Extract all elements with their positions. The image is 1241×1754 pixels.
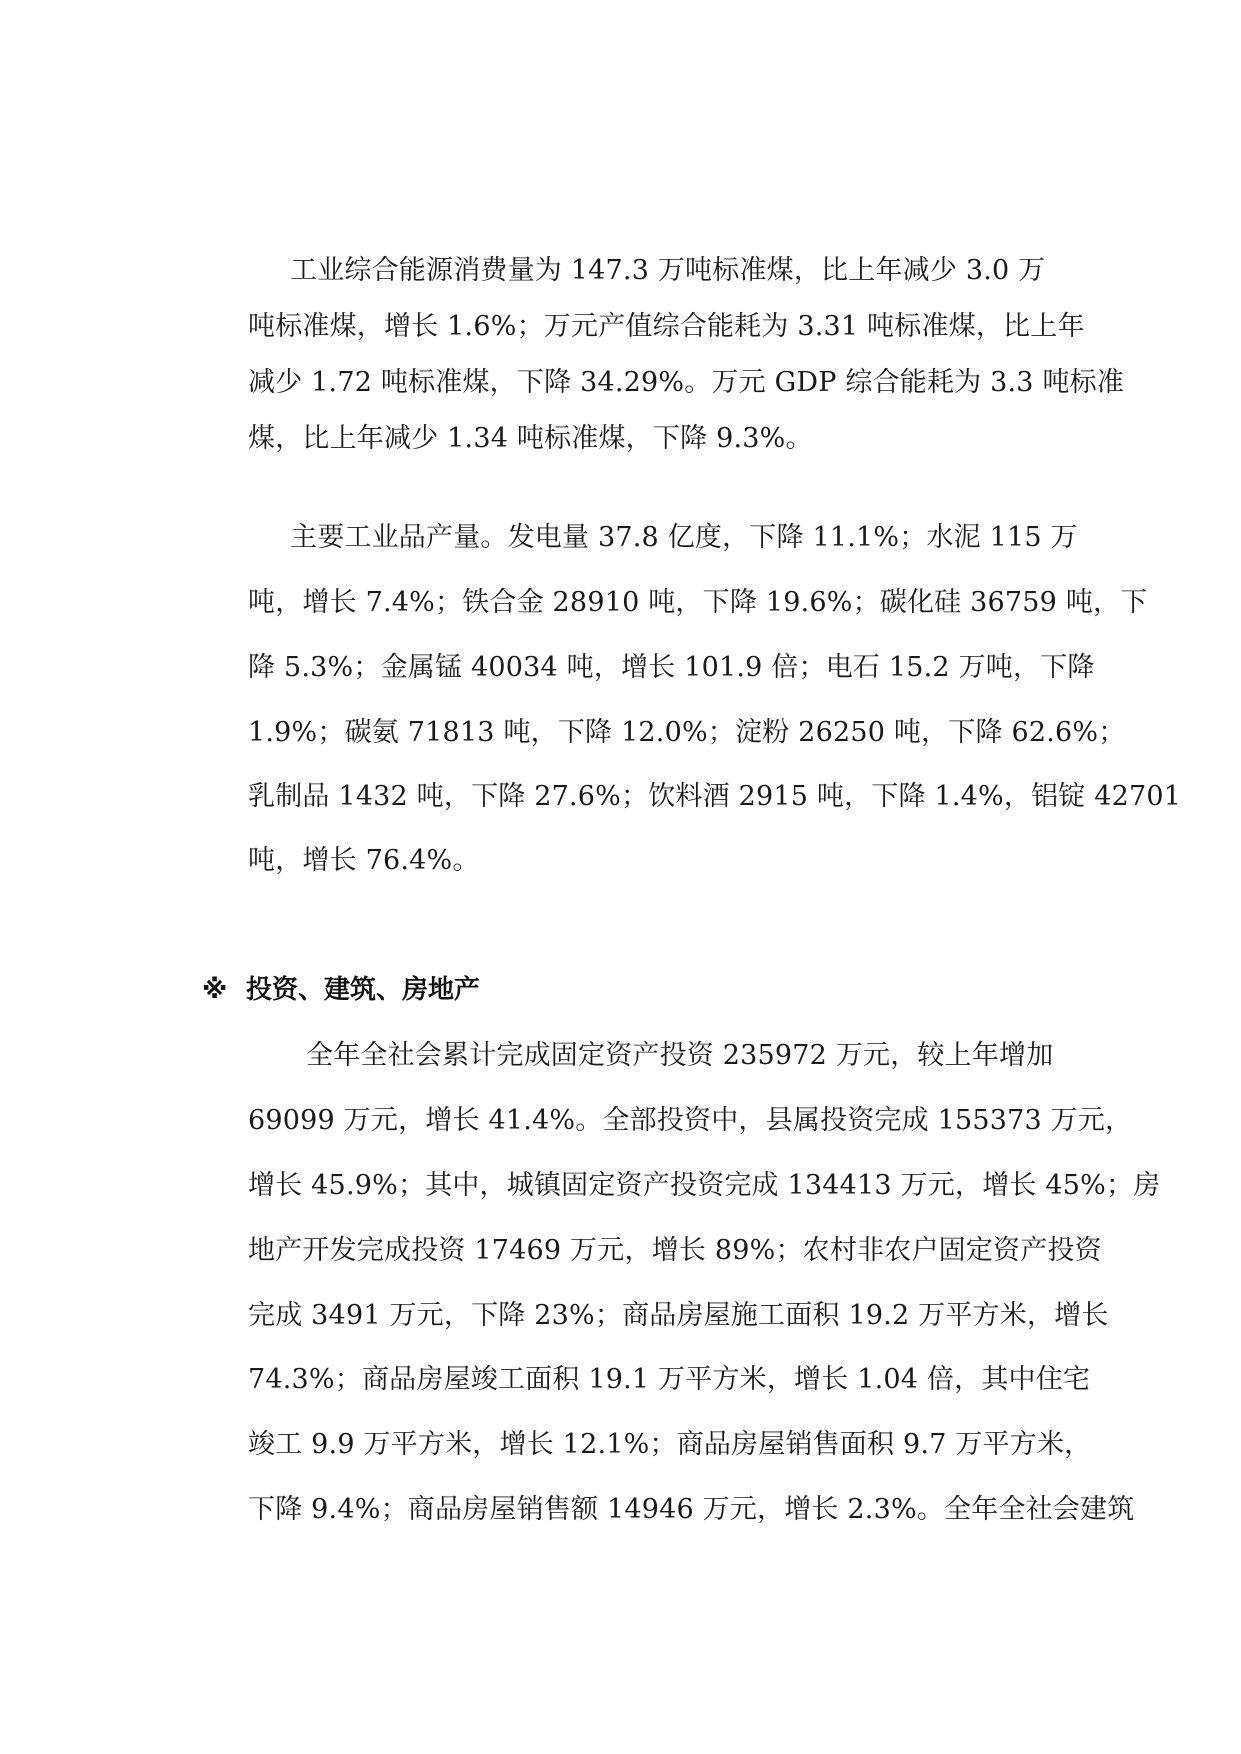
paragraph-line: 下降 9.4%；商品房屋销售额 14946 万元，增长 2.3%。全年全社会建筑 — [248, 1494, 1135, 1525]
paragraph-line: 工业综合能源消费量为 147.3 万吨标准煤，比上年减少 3.0 万 — [290, 255, 1046, 286]
paragraph-line: 煤，比上年减少 1.34 吨标准煤，下降 9.3%。 — [248, 423, 813, 454]
paragraph-line: 地产开发完成投资 17469 万元，增长 89%；农村非农户固定资产投资 — [248, 1235, 1102, 1266]
paragraph-line: 吨标准煤，增长 1.6%；万元产值综合能耗为 3.31 吨标准煤，比上年 — [248, 311, 1085, 342]
paragraph-line: 减少 1.72 吨标准煤，下降 34.29%。万元 GDP 综合能耗为 3.3 吨标准 — [248, 367, 1125, 398]
reference-mark-icon: ※ — [202, 975, 228, 1005]
paragraph-line: 完成 3491 万元，下降 23%；商品房屋施工面积 19.2 万平方米，增长 — [248, 1300, 1109, 1331]
paragraph-line: 竣工 9.9 万平方米，增长 12.1%；商品房屋销售面积 9.7 万平方米， — [248, 1429, 1092, 1460]
section-heading — [202, 972, 480, 1008]
paragraph-line: 69099 万元，增长 41.4%。全部投资中，县属投资完成 155373 万元， — [248, 1105, 1133, 1136]
paragraph-line: 全年全社会累计完成固定资产投资 235972 万元，较上年增加 — [306, 1040, 1054, 1071]
paragraph-line: 乳制品 1432 吨，下降 27.6%；饮料酒 2915 吨，下降 1.4%，铝锭 42701 — [248, 781, 1182, 812]
paragraph-line: 吨，增长 7.4%；铁合金 28910 吨，下降 19.6%；碳化硅 36759 吨，下 — [248, 587, 1148, 618]
paragraph-line: 降 5.3%；金属锰 40034 吨，增长 101.9 倍；电石 15.2 万吨，下降 — [248, 652, 1095, 683]
paragraph-line: 主要工业品产量。发电量 37.8 亿度，下降 11.1%；水泥 115 万 — [290, 522, 1078, 553]
paragraph-line: 74.3%；商品房屋竣工面积 19.1 万平方米，增长 1.04 倍，其中住宅 — [248, 1364, 1091, 1395]
paragraph-line: 1.9%；碳氨 71813 吨，下降 12.0%；淀粉 26250 吨，下降 62.6%； — [248, 717, 1126, 748]
section-heading-title: 投资、建筑、房地产 — [246, 975, 481, 1005]
paragraph-line: 吨，增长 76.4%。 — [248, 845, 480, 876]
paragraph-line: 增长 45.9%；其中，城镇固定资产投资完成 134413 万元，增长 45%；房 — [248, 1170, 1161, 1201]
